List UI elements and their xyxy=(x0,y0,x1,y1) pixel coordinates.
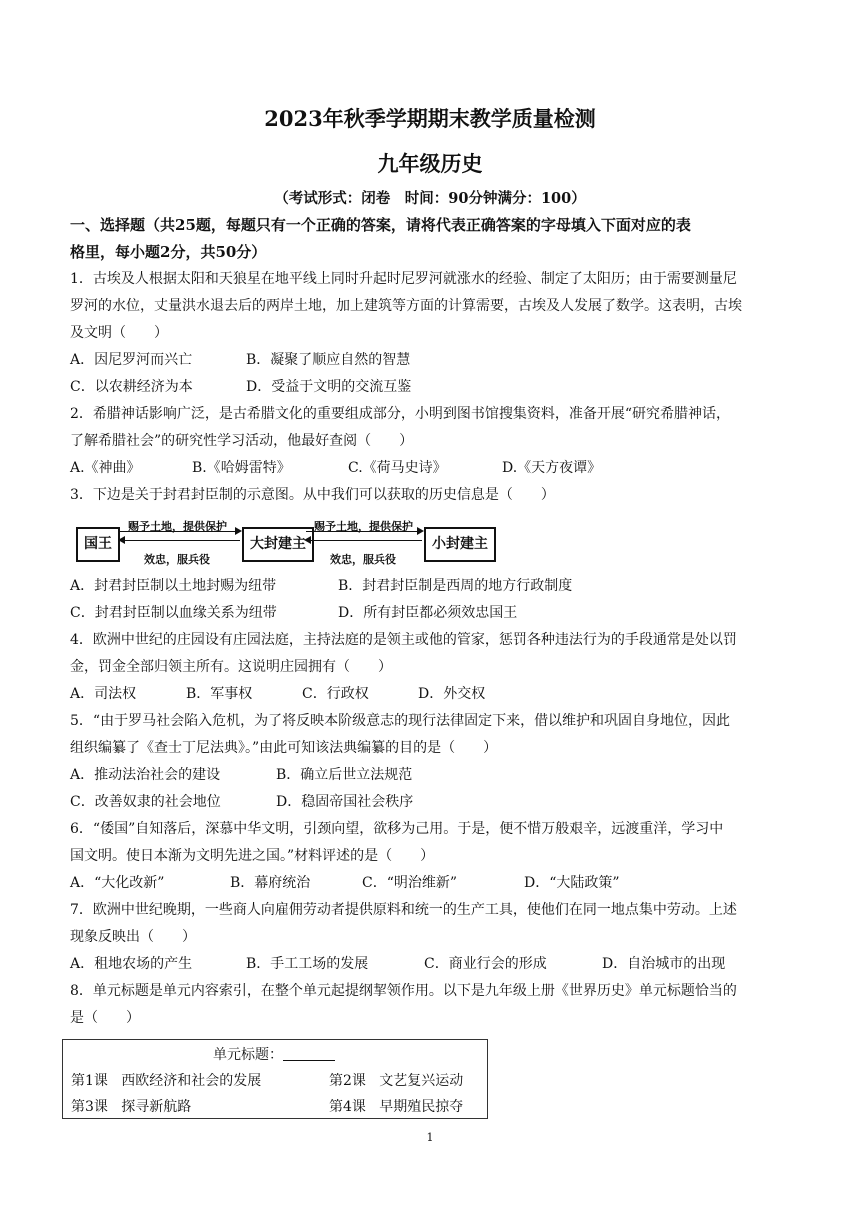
unit-title-table xyxy=(62,1039,488,1119)
q3-option-d: D．所有封臣都必须效忠国王 xyxy=(338,605,518,621)
diagram-top-label-1: 赐予土地，提供保护 xyxy=(128,520,227,533)
diagram-bottom-label-1: 效忠，服兵役 xyxy=(144,553,210,566)
lesson-4-name: 早期殖民掠夺 xyxy=(379,1099,464,1115)
q2-option-b: B.《哈姆雷特》 xyxy=(192,460,291,476)
exam-subject: 九年级历史 xyxy=(377,151,483,176)
lesson-1 xyxy=(71,1070,261,1090)
q4-stem-line2: 金，罚金全部归领主所有。这说明庄园拥有（ ） xyxy=(70,659,392,675)
unit-title-blank xyxy=(283,1046,335,1061)
diagram-arrow-right-2 xyxy=(306,531,422,532)
question-body xyxy=(70,212,794,1032)
q1-option-d: D．受益于文明的交流互鉴 xyxy=(246,379,412,395)
lesson-3 xyxy=(71,1096,191,1116)
q4-option-d: D．外交权 xyxy=(418,686,486,702)
q4-stem-line1: 4．欧洲中世纪的庄园设有庄园法庭，主持法庭的是领主或他的管家，惩罚各种违法行为的手段通常是处以罚 xyxy=(70,632,737,648)
q6-option-a: A．“大化改新” xyxy=(70,875,165,891)
q5-option-d: D．稳固帝国社会秩序 xyxy=(276,794,414,810)
q1-option-c: C．以农耕经济为本 xyxy=(70,379,193,395)
feudal-diagram xyxy=(70,511,794,571)
q5-stem-line1: 5．“由于罗马社会陷入危机，为了将反映本阶级意志的现行法律固定下来，借以维护和巩固自身地位，因此 xyxy=(70,713,731,729)
lesson-1-number: 第1课 xyxy=(71,1073,108,1089)
q3-option-a: A．封君封臣制以土地封赐为纽带 xyxy=(70,578,277,594)
q7-option-d: D．自治城市的出现 xyxy=(602,956,726,972)
diagram-box-great-lord: 大封建主 xyxy=(242,527,314,562)
lesson-4-number: 第4课 xyxy=(329,1099,366,1115)
q1-stem-line3: 及文明（ ） xyxy=(70,325,168,341)
q2-stem-line1: 2．希腊神话影响广泛，是古希腊文化的重要组成部分，小明到图书馆搜集资料，准备开展“研究希腊神话， xyxy=(70,406,731,422)
q1-stem-line2: 罗河的水位，丈量洪水退去后的两岸土地，加上建筑等方面的计算需要，古埃及人发展了数学。这表明，古埃 xyxy=(70,298,742,314)
q6-stem-line2: 国文明。使日本渐为文明先进之国。”材料评述的是（ ） xyxy=(70,848,435,864)
q8-stem-line2: 是（ ） xyxy=(70,1010,140,1026)
q6-stem-line1: 6．“倭国”自知落后，深慕中华文明，引颈向望，欲移为己用。于是，便不惜万般艰辛，远渡重洋，学习中 xyxy=(70,821,724,837)
q2-option-d: D.《天方夜谭》 xyxy=(502,460,602,476)
lesson-2 xyxy=(329,1070,463,1090)
unit-title-label: 单元标题： xyxy=(213,1047,283,1063)
section-heading-line2: 格里，每小题2分，共50分） xyxy=(70,243,267,261)
q7-option-a: A．租地农场的产生 xyxy=(70,956,193,972)
lesson-4 xyxy=(329,1096,463,1116)
q6-option-b: B．幕府统治 xyxy=(230,875,311,891)
q5-stem-line2: 组织编纂了《查士丁尼法典》。”由此可知该法典编纂的目的是（ ） xyxy=(70,740,498,756)
diagram-box-king: 国王 xyxy=(76,527,120,562)
q3-option-c: C．封君封臣制以血缘关系为纽带 xyxy=(70,605,277,621)
q6-option-c: C．“明治维新” xyxy=(362,875,458,891)
q3-options-row2 xyxy=(70,600,794,627)
diagram-bottom-label-2: 效忠，服兵役 xyxy=(330,553,396,566)
q4-option-b: B．军事权 xyxy=(186,686,253,702)
q5-options-row2 xyxy=(70,789,794,816)
q2-option-c: C.《荷马史诗》 xyxy=(348,460,447,476)
q5-option-b: B．确立后世立法规范 xyxy=(276,767,413,783)
q1-stem-line1: 1．古埃及人根据太阳和天狼星在地平线上同时升起时尼罗河就涨水的经验、制定了太阳历；由于需要测量尼 xyxy=(70,271,737,287)
unit-title-row xyxy=(213,1044,335,1064)
q8-stem-line1: 8．单元标题是单元内容索引，在整个单元起提纲挈领作用。以下是九年级上册《世界历史》单元标题恰当的 xyxy=(70,983,737,999)
q7-stem-line1: 7．欧洲中世纪晚期，一些商人向雇佣劳动者提供原料和统一的生产工具，使他们在同一地点集中劳动。上述 xyxy=(70,902,737,918)
q7-option-c: C．商业行会的形成 xyxy=(424,956,547,972)
q3-option-b: B．封君封臣制是西周的地方行政制度 xyxy=(338,578,573,594)
section-heading-line1: 一、选择题（共25题，每题只有一个正确的答案，请将代表正确答案的字母填入下面对应的表 xyxy=(70,216,691,234)
q2-option-a: A.《神曲》 xyxy=(70,460,141,476)
q3-options-row1 xyxy=(70,573,794,600)
q5-option-a: A．推动法治社会的建设 xyxy=(70,767,221,783)
diagram-arrow-left-2 xyxy=(306,540,422,541)
q1-options-row2 xyxy=(70,374,794,401)
q6-options xyxy=(70,870,794,897)
diagram-box-lesser-lord: 小封建主 xyxy=(424,527,496,562)
exam-info: （考试形式：闭卷 时间：90分钟满分：100） xyxy=(274,190,586,207)
diagram-top-label-2: 赐予土地，提供保护 xyxy=(314,520,413,533)
diagram-arrow-right-1 xyxy=(120,531,240,532)
q5-options-row1 xyxy=(70,762,794,789)
q7-options xyxy=(70,951,794,978)
q1-options-row1 xyxy=(70,347,794,374)
lesson-3-name: 探寻新航路 xyxy=(121,1099,192,1115)
q6-option-d: D．“大陆政策” xyxy=(524,875,620,891)
diagram-arrow-left-1 xyxy=(120,540,240,541)
q2-options xyxy=(70,455,794,482)
q7-option-b: B．手工工场的发展 xyxy=(246,956,369,972)
lesson-2-name: 文艺复兴运动 xyxy=(379,1073,464,1089)
lesson-2-number: 第2课 xyxy=(329,1073,366,1089)
q2-stem-line2: 了解希腊社会”的研究性学习活动，他最好查阅（ ） xyxy=(70,433,414,449)
exam-title: 2023年秋季学期期末教学质量检测 xyxy=(264,106,596,131)
q3-stem: 3．下边是关于封君封臣制的示意图。从中我们可以获取的历史信息是（ ） xyxy=(70,487,555,503)
q5-option-c: C．改善奴隶的社会地位 xyxy=(70,794,221,810)
lesson-1-name: 西欧经济和社会的发展 xyxy=(121,1073,262,1089)
q1-option-b: B．凝聚了顺应自然的智慧 xyxy=(246,352,411,368)
lesson-3-number: 第3课 xyxy=(71,1099,108,1115)
q4-option-a: A．司法权 xyxy=(70,686,137,702)
page-number: 1 xyxy=(426,1131,434,1144)
q4-option-c: C．行政权 xyxy=(302,686,369,702)
q1-option-a: A．因尼罗河而兴亡 xyxy=(70,352,193,368)
q4-options xyxy=(70,681,794,708)
q7-stem-line2: 现象反映出（ ） xyxy=(70,929,196,945)
